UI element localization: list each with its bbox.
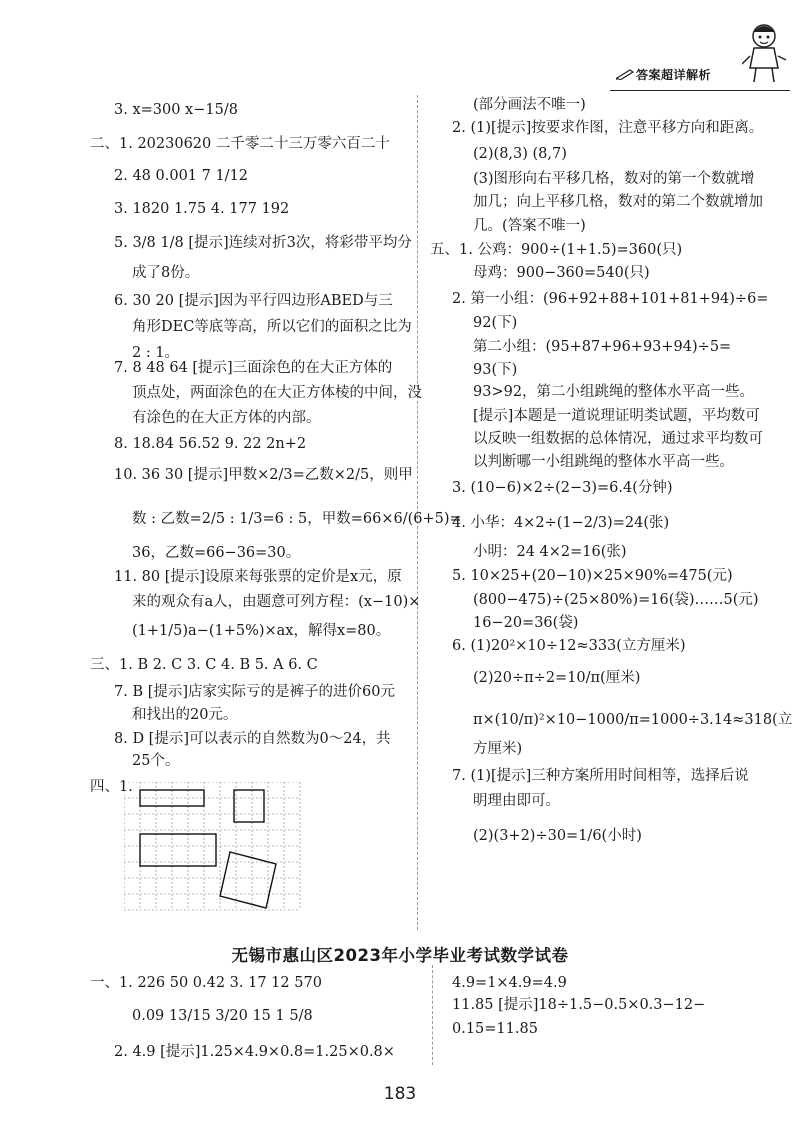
right-line: (800−475)÷(25×80%)=16(袋)……5(元) <box>473 592 759 608</box>
right-line: 93(下) <box>473 362 518 378</box>
left-line: 25个。 <box>132 753 180 769</box>
page-header <box>610 40 790 90</box>
grid-rect-large <box>140 834 216 866</box>
left-line: 3. 1820 1.75 4. 177 192 <box>114 201 290 217</box>
right-line: 以反映一组数据的总体情况，通过求平均数可 <box>473 431 763 447</box>
left-line: 7. 8 48 64 [提示]三面涂色的在大正方体的 <box>114 360 393 376</box>
left-line: 7. B [提示]店家实际亏的是裤子的进价60元 <box>114 684 395 700</box>
right-line: 以判断哪一小组跳绳的整体水平高一些。 <box>473 454 734 470</box>
grid-rotated-square <box>220 852 276 908</box>
right-line: (2)(3+2)÷30=1/6(小时) <box>473 828 642 844</box>
left-line: 数 : 乙数=2/5 : 1/3=6 : 5，甲数=66×6/(6+5)= <box>132 511 462 527</box>
right-line: 4. 小华：4×2÷(1−2/3)=24(张) <box>452 515 670 531</box>
right-line: 明理由即可。 <box>473 793 560 809</box>
right-line: (2)(8,3) (8,7) <box>473 146 567 162</box>
left-line: 四、1. <box>90 779 133 795</box>
pen-icon <box>616 68 634 80</box>
left-line: 11. 80 [提示]设原来每张票的定价是x元，原 <box>114 569 402 585</box>
left-line: 和找出的20元。 <box>132 707 238 723</box>
left-line: 6. 30 20 [提示]因为平行四边形ABED与三 <box>114 293 393 309</box>
left-line: 2. 48 0.001 7 1/12 <box>114 168 249 184</box>
grid-square <box>234 790 264 822</box>
bottom-right-line: 4.9=1×4.9=4.9 <box>452 975 567 991</box>
bottom-column-divider <box>432 965 433 1065</box>
right-line: 加几；向上平移几格，数对的第二个数就增加 <box>473 194 763 210</box>
exam-title: 无锡市惠山区2023年小学毕业考试数学试卷 <box>231 946 569 965</box>
right-line: (3)图形向右平移几格，数对的第一个数就增 <box>473 171 755 187</box>
right-line: 方厘米) <box>473 741 523 757</box>
header-rule <box>610 90 790 91</box>
right-line: 五、1. 公鸡：900÷(1+1.5)=360(只) <box>430 242 683 258</box>
left-line: 36，乙数=66−36=30。 <box>132 545 301 561</box>
left-line: 成了8份。 <box>132 265 200 281</box>
right-line: (2)20÷π÷2=10/π(厘米) <box>473 670 641 686</box>
right-line: (部分画法不唯一) <box>473 97 586 113</box>
right-line: 16−20=36(袋) <box>473 615 579 631</box>
left-line: 10. 36 30 [提示]甲数×2/3=乙数×2/5，则甲 <box>114 467 413 483</box>
right-line: 母鸡：900−360=540(只) <box>473 265 650 281</box>
right-line: 第二小组：(95+87+96+93+94)÷5= <box>473 339 732 355</box>
bottom-left-line: 一、1. 226 50 0.42 3. 17 12 570 <box>90 975 322 991</box>
left-line: 8. D [提示]可以表示的自然数为0～24，共 <box>114 731 391 747</box>
left-line: 有涂色的在大正方体的内部。 <box>132 410 321 426</box>
right-line: 2. 第一小组：(96+92+88+101+81+94)÷6= <box>452 291 769 307</box>
right-line: 5. 10×25+(20−10)×25×90%=475(元) <box>452 568 733 584</box>
left-line: 3. x=300 x−15/8 <box>114 102 238 118</box>
right-line: 7. (1)[提示]三种方案所用时间相等，选择后说 <box>452 768 749 784</box>
left-line: (1+1/5)a−(1+5%)×ax，解得x=80。 <box>132 623 391 639</box>
bottom-right-line: 0.15=11.85 <box>452 1021 538 1037</box>
left-line: 8. 18.84 56.52 9. 22 2n+2 <box>114 436 307 452</box>
right-line: 小明：24 4×2=16(张) <box>473 544 627 560</box>
header-label: 答案超详解析 <box>636 68 712 82</box>
left-line: 三、1. B 2. C 3. C 4. B 5. A 6. C <box>90 657 318 673</box>
left-line: 顶点处，两面涂色的在大正方体棱的中间，没 <box>132 385 422 401</box>
right-line: 6. (1)20²×10÷12≈333(立方厘米) <box>452 638 686 654</box>
left-line: 5. 3/8 1/8 [提示]连续对折3次，将彩带平均分 <box>114 235 412 251</box>
right-line: [提示]本题是一道说理证明类试题，平均数可 <box>473 408 760 424</box>
page-number: 183 <box>383 1084 417 1104</box>
bottom-left-line: 0.09 13/15 3/20 15 1 5/8 <box>132 1008 313 1024</box>
bottom-right-line: 11.85 [提示]18÷1.5−0.5×0.3−12− <box>452 997 706 1013</box>
right-line: 93>92，第二小组跳绳的整体水平高一些。 <box>473 384 755 400</box>
mascot-icon <box>742 20 788 90</box>
left-line: 二、1. 20230620 二千零二十三万零六百二十 <box>90 136 390 152</box>
bottom-left-line: 2. 4.9 [提示]1.25×4.9×0.8=1.25×0.8× <box>114 1044 395 1060</box>
right-line: 92(下) <box>473 315 518 331</box>
right-line: 几。(答案不唯一) <box>473 218 586 234</box>
left-line: 来的观众有a人，由题意可列方程：(x−10)× <box>132 594 421 610</box>
left-line: 2 : 1。 <box>132 345 180 361</box>
translation-grid-figure <box>124 782 304 922</box>
right-line: 3. (10−6)×2÷(2−3)=6.4(分钟) <box>452 480 673 496</box>
left-line: 角形DEC等底等高，所以它们的面积之比为 <box>132 319 412 335</box>
right-line: π×(10/π)²×10−1000/π=1000÷3.14≈318(立 <box>473 712 793 728</box>
right-line: 2. (1)[提示]按要求作图，注意平移方向和距离。 <box>452 120 764 136</box>
